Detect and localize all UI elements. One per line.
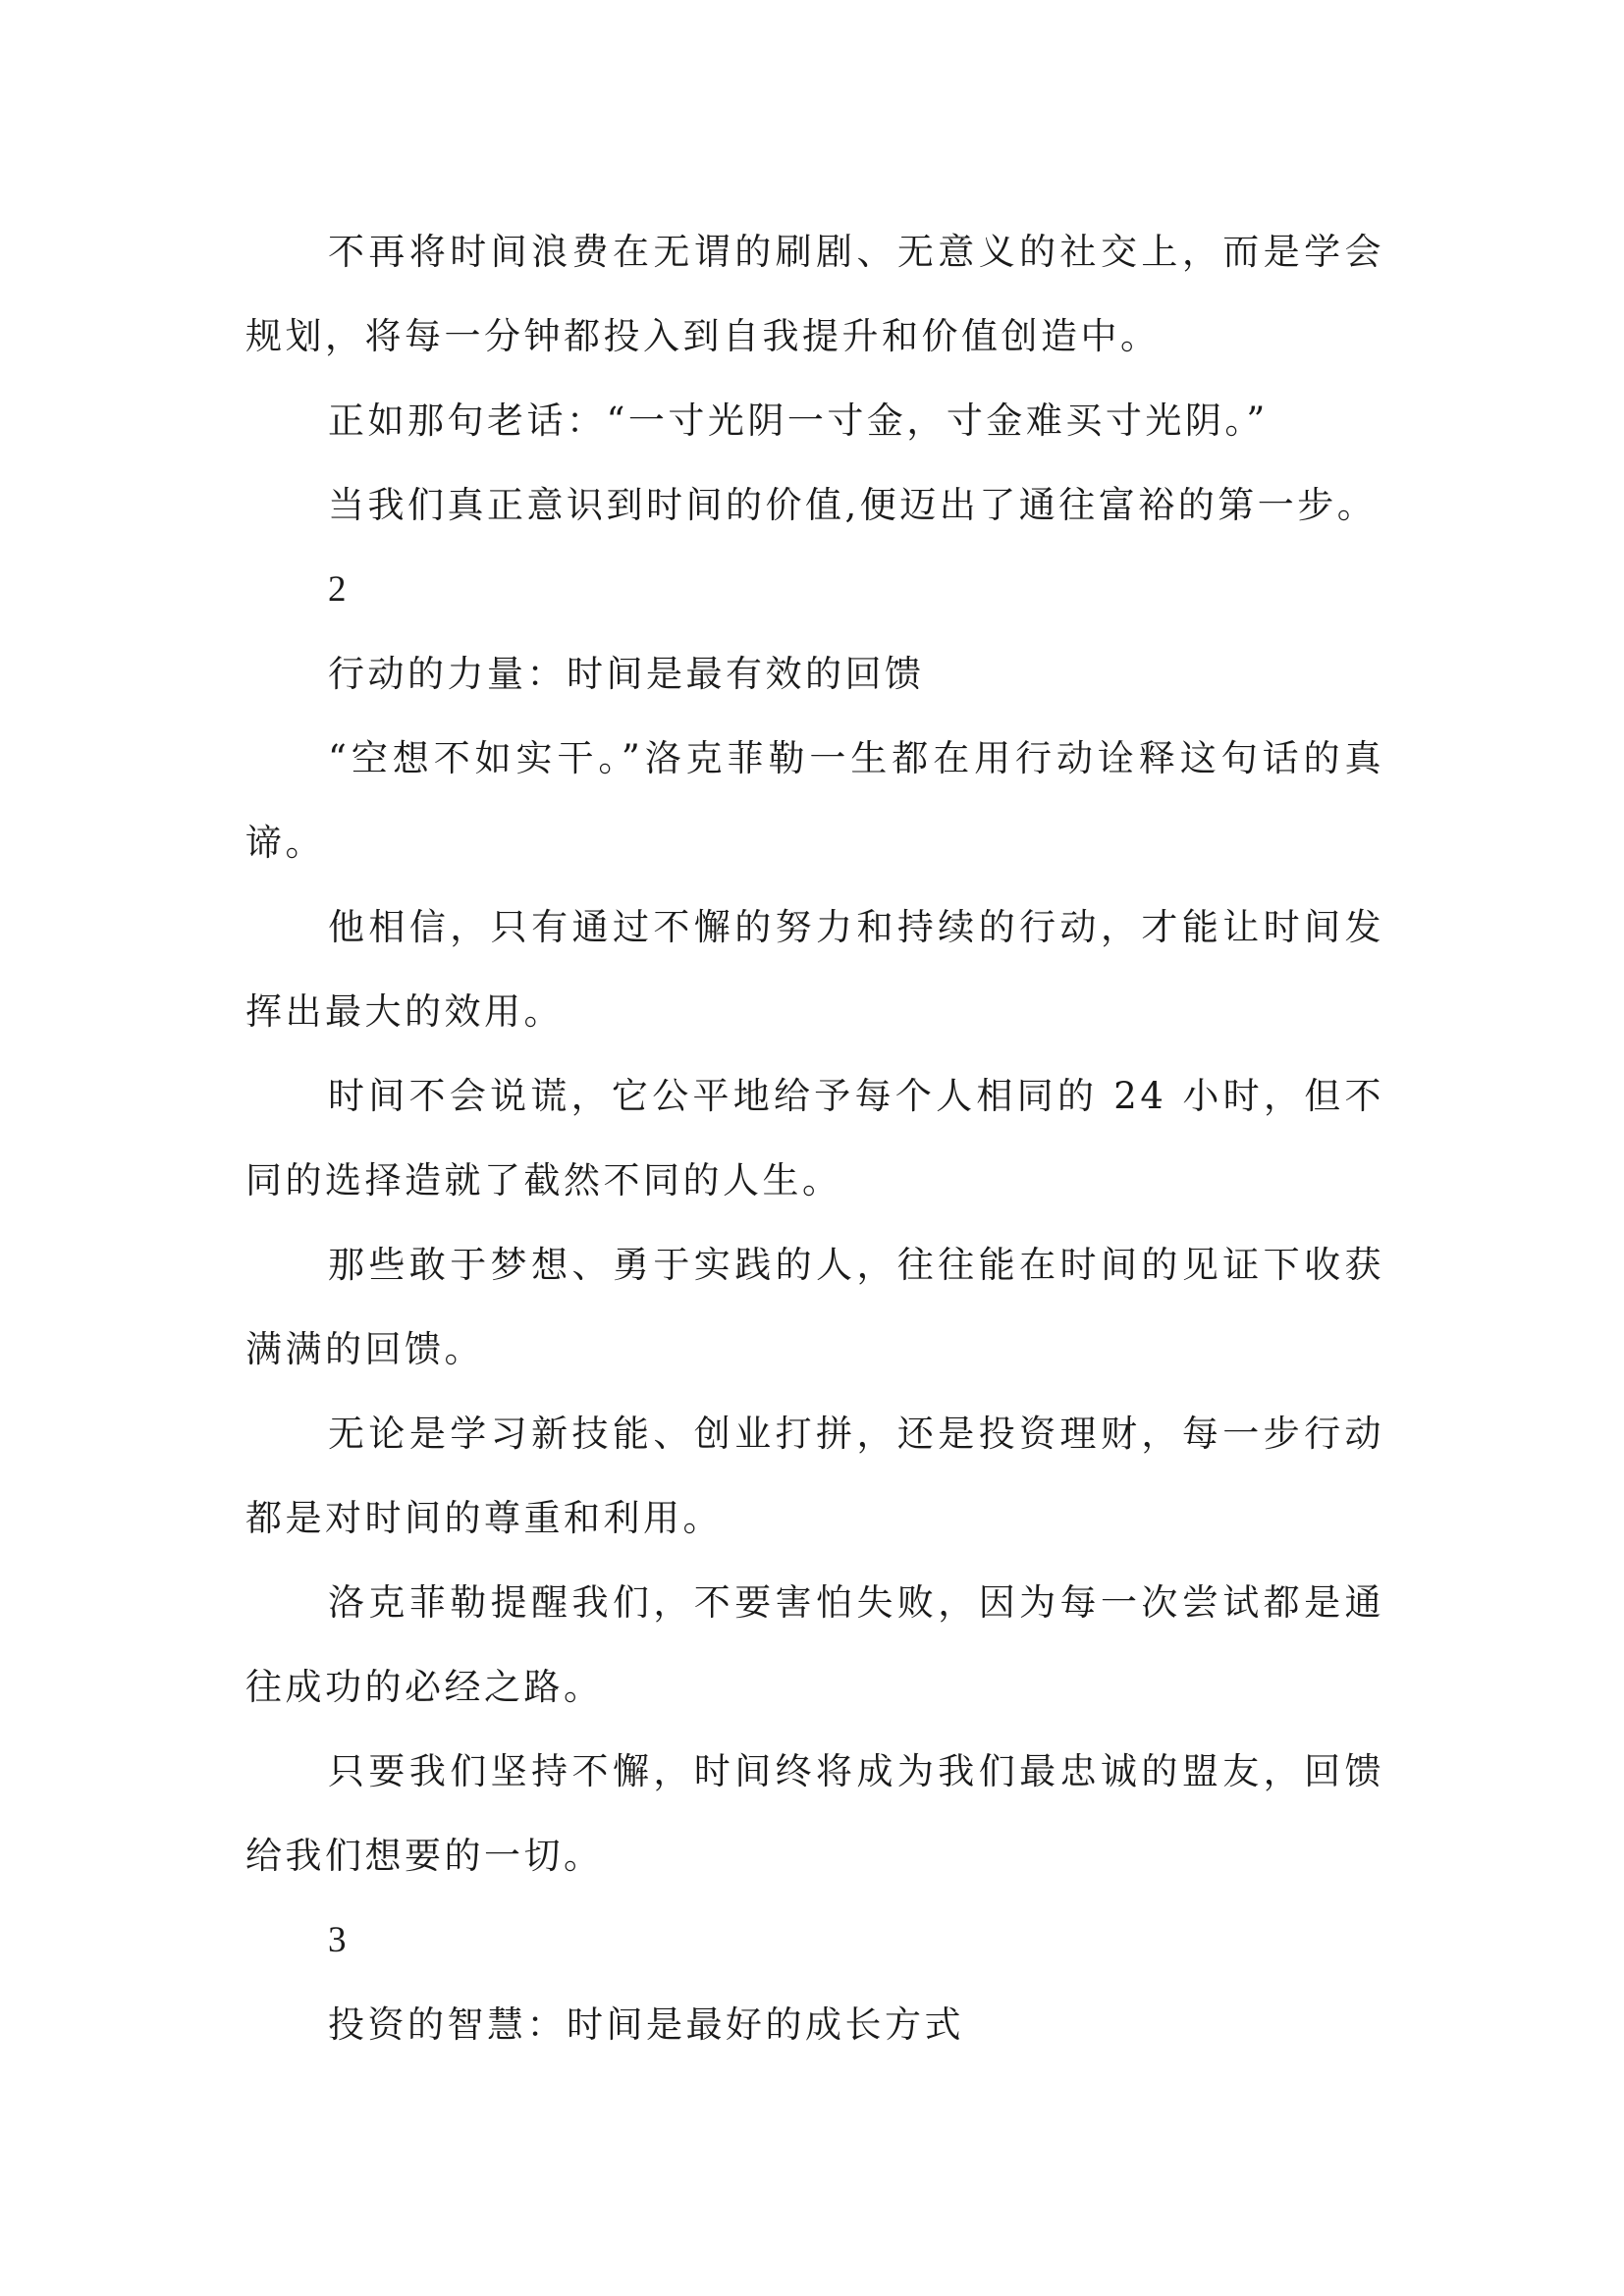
paragraph: 那些敢于梦想、勇于实践的人，往往能在时间的见证下收获满满的回馈。	[245, 1244, 1384, 1370]
section-heading: 投资的智慧：时间是最好的成长方式	[328, 2003, 964, 2046]
paragraph: 他相信，只有通过不懈的努力和持续的行动，才能让时间发挥出最大的效用。	[245, 906, 1384, 1033]
section-number: 2	[328, 569, 350, 610]
paragraph: 当我们真正意识到时间的价值,便迈出了通往富裕的第一步。	[328, 484, 1378, 526]
section-number: 3	[328, 1920, 350, 1960]
paragraph: 只要我们坚持不懈，时间终将成为我们最忠诚的盟友，回馈给我们想要的一切。	[245, 1750, 1384, 1877]
paragraph: “空想不如实干。”洛克菲勒一生都在用行动诠释这句话的真谛。	[245, 737, 1384, 864]
document-body	[245, 210, 1384, 2067]
paragraph: 洛克菲勒提醒我们，不要害怕失败，因为每一次尝试都是通往成功的必经之路。	[245, 1581, 1384, 1708]
paragraph: 无论是学习新技能、创业打拼，还是投资理财，每一步行动都是对时间的尊重和利用。	[245, 1413, 1384, 1539]
paragraph: 正如那句老话：“一寸光阴一寸金，寸金难买寸光阴。”	[328, 400, 1269, 442]
section-heading: 行动的力量：时间是最有效的回馈	[328, 653, 925, 695]
paragraph: 不再将时间浪费在无谓的刷剧、无意义的社交上，而是学会规划，将每一分钟都投入到自我提升和价值创造中。	[245, 231, 1384, 357]
paragraph: 时间不会说谎，它公平地给予每个人相同的 24 小时，但不同的选择造就了截然不同的人生。	[245, 1075, 1384, 1201]
